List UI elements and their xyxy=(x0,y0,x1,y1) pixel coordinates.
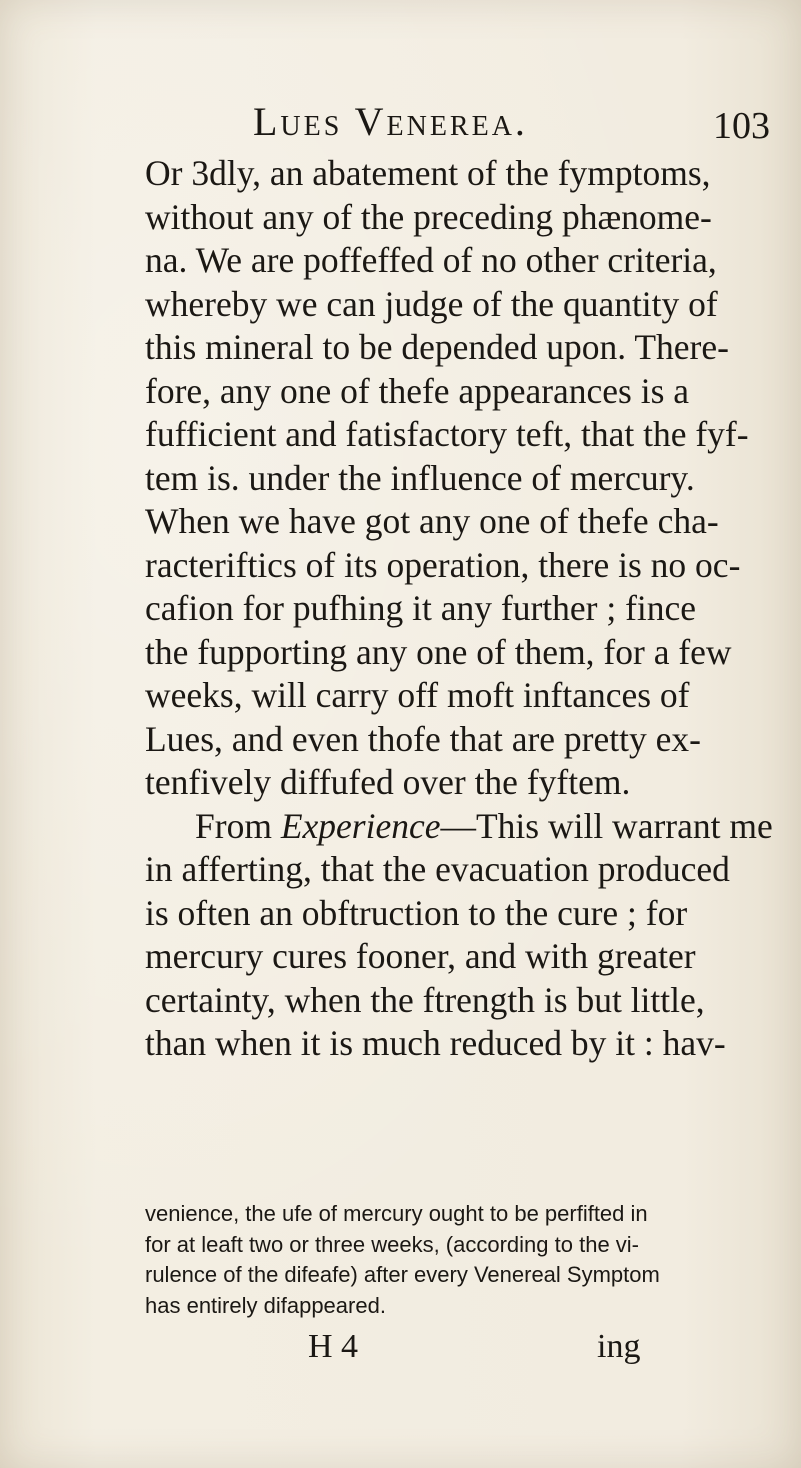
text-line: the fupporting any one of them, for a few xyxy=(145,631,732,672)
body-text xyxy=(145,152,773,1066)
text-line: whereby we can judge of the quantity of xyxy=(145,283,718,324)
footnote-line: rulence of the difeafe) after every Venereal Symptom xyxy=(145,1262,660,1287)
running-head xyxy=(0,98,801,146)
text-line: fufficient and fatisfactory teft, that the fyf- xyxy=(145,414,749,454)
experience-emphasis: Experience xyxy=(280,805,441,846)
text-line: Or 3dly, an abatement of the fymptoms, xyxy=(145,153,711,193)
text-line: tenfively diffufed over the fyftem. xyxy=(145,762,631,802)
text-line: na. We are poffeffed of no other criteria, xyxy=(145,240,717,280)
text-line: Lues, and even thofe that are pretty ex- xyxy=(145,718,701,759)
footnote-line: venience, the ufe of mercury ought to be perfifted in xyxy=(145,1201,648,1226)
text-line: cafion for pufhing it any further ; fince xyxy=(145,588,697,628)
paragraph-start-line xyxy=(145,805,773,849)
text-line: this mineral to be depended upon. There- xyxy=(145,327,729,367)
footnote xyxy=(145,1199,665,1321)
footnote-line: has entirely difappeared. xyxy=(145,1292,386,1318)
footnote-line: for at leaft two or three weeks, (according to the vi- xyxy=(145,1231,640,1257)
text-line: is often an obftruction to the cure ; for xyxy=(145,892,688,933)
text-line: without any of the preceding phænome- xyxy=(145,196,712,237)
page-number: 103 xyxy=(713,105,770,147)
signature-mark: H 4 xyxy=(308,1328,359,1365)
text-line: When we have got any one of thefe cha- xyxy=(145,501,719,541)
text-line: mercury cures fooner, and with greater xyxy=(145,936,696,976)
text-line: than when it is much reduced by it : hav- xyxy=(145,1023,726,1063)
text-line: racteriftics of its operation, there is no oc- xyxy=(145,544,741,585)
text-line: certainty, when the ftrength is but little, xyxy=(145,979,705,1020)
text-line: weeks, will carry off moft inftances of xyxy=(145,675,690,715)
experience-rest: —This will warrant me xyxy=(440,805,773,846)
running-title: Lues Venerea. xyxy=(253,99,528,144)
text-line: fore, any one of thefe appearances is a xyxy=(145,370,690,411)
text-line: tem is. under the influence of mercury. xyxy=(145,457,695,498)
catchword: ing xyxy=(597,1328,641,1365)
text-line: in afferting, that the evacuation produced xyxy=(145,849,730,889)
experience-lead: From xyxy=(195,805,281,846)
